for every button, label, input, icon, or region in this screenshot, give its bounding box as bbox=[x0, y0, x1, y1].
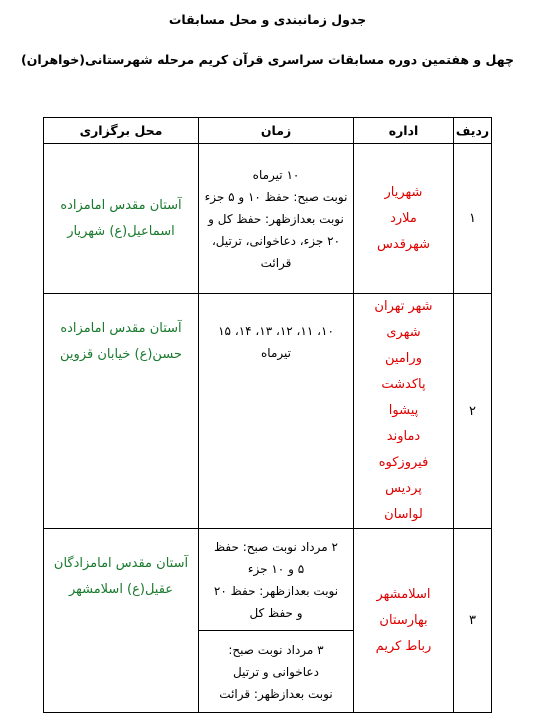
header-venue: محل برگزاری bbox=[44, 118, 199, 144]
time-cell bbox=[199, 294, 354, 529]
office-name: شهرقدس bbox=[377, 236, 430, 252]
office-name: بهارستان bbox=[379, 612, 428, 628]
table-row bbox=[44, 144, 492, 294]
time-cell bbox=[199, 144, 354, 294]
office-name: فیروزکوه bbox=[378, 455, 429, 470]
schedule-table bbox=[43, 117, 492, 713]
office-name: شهریار bbox=[384, 184, 423, 200]
venue-cell bbox=[44, 144, 199, 294]
venue-line: آستان مقدس امامزاده bbox=[60, 321, 182, 336]
office-cell bbox=[354, 294, 454, 529]
time-line: ۳ مرداد نوبت صبح: bbox=[228, 642, 324, 657]
office-name: لواسان bbox=[384, 507, 423, 522]
time-line: ۵ و ۱۰ جزء bbox=[247, 561, 305, 576]
office-name: پردیس bbox=[385, 481, 422, 496]
office-name: اسلامشهر bbox=[376, 586, 431, 602]
office-name: دماوند bbox=[386, 429, 421, 444]
table-row bbox=[44, 294, 492, 529]
row-number: ۳ bbox=[454, 529, 492, 713]
time-line: ۱۰، ۱۱، ۱۲، ۱۳، ۱۴، ۱۵ bbox=[218, 324, 334, 338]
office-cell bbox=[354, 144, 454, 294]
page-title: جدول زمانبندی و محل مسابقات bbox=[168, 12, 367, 27]
time-line: و حفظ کل bbox=[249, 605, 303, 620]
venue-line: آستان مقدس امامزادگان bbox=[53, 556, 189, 571]
time-cell bbox=[199, 529, 354, 631]
venue-line: حسن(ع) خیابان قزوین bbox=[60, 347, 182, 362]
table-header-row bbox=[44, 118, 492, 144]
office-name: شهر تهران bbox=[374, 299, 433, 314]
time-line: ۱۰ تیرماه bbox=[252, 167, 300, 182]
office-name: ورامین bbox=[385, 351, 422, 366]
venue-line: آستان مقدس امامزاده bbox=[60, 197, 182, 213]
time-line: نوبت صبح: حفظ ۱۰ و ۵ جزء bbox=[204, 189, 348, 204]
time-line: دعاخوانی و ترتیل bbox=[233, 664, 319, 679]
time-line: قرائت bbox=[260, 255, 292, 270]
time-line: تیرماه bbox=[261, 346, 291, 360]
time-line: نوبت بعدازظهر: حفظ کل و bbox=[208, 211, 344, 226]
header-time: زمان bbox=[199, 118, 354, 144]
header-row-number: ردیف bbox=[454, 118, 492, 144]
time-line: ۲ مرداد نوبت صبح: حفظ bbox=[214, 539, 338, 554]
time-line: نوبت بعدازظهر: قرائت bbox=[219, 686, 333, 701]
header-office: اداره bbox=[354, 118, 454, 144]
office-name: پیشوا bbox=[388, 403, 419, 418]
office-cell bbox=[354, 529, 454, 713]
office-name: پاکدشت bbox=[381, 377, 426, 392]
office-name: رباط کریم bbox=[375, 638, 432, 654]
time-cell bbox=[199, 631, 354, 713]
time-line: ۲۰ جزء، دعاخوانی، ترتیل، bbox=[211, 233, 341, 248]
venue-line: اسماعیل(ع) شهریار bbox=[67, 223, 175, 239]
venue-cell bbox=[44, 294, 199, 529]
venue-cell bbox=[44, 529, 199, 713]
page-subtitle: چهل و هفتمین دوره مسابقات سراسری قرآن کریم مرحله شهرستانی(خواهران) bbox=[21, 52, 514, 67]
office-name: ملارد bbox=[390, 210, 417, 226]
table-row bbox=[44, 529, 492, 631]
time-line: نوبت بعدازظهر: حفظ ۲۰ bbox=[213, 583, 339, 598]
office-name: شهری bbox=[386, 325, 421, 340]
row-number: ۱ bbox=[454, 144, 492, 294]
row-number: ۲ bbox=[454, 294, 492, 529]
venue-line: عقیل(ع) اسلامشهر bbox=[68, 582, 174, 597]
